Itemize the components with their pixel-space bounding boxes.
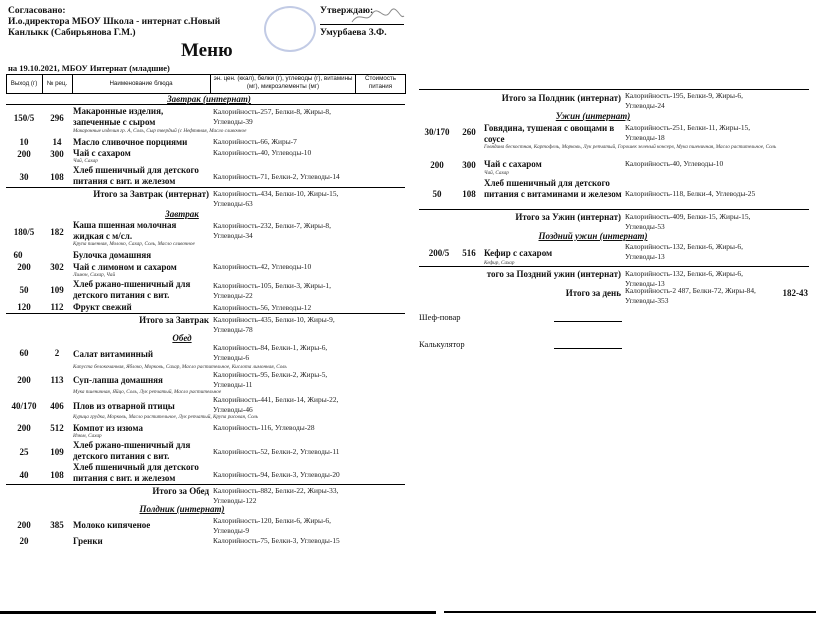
dish-name: Каша пшенная молочная жидкая с м/сл. <box>73 220 177 241</box>
agreed-by: И.о.директора МБОУ Школа - интернат с.Новый <box>8 17 221 27</box>
dish-nutrition: Калорийность-251, Белки-11, Жиры-15, Углеводы-18 <box>625 123 751 142</box>
dish-name: Фрукт свежий <box>73 302 132 312</box>
dish-nutrition: Калорийность-441, Белки-14, Жиры-22, Углеводы-46 <box>213 395 339 414</box>
dish-recipe: 112 <box>50 302 64 312</box>
chef-label: Шеф-повар <box>419 312 461 322</box>
dish-out: 200 <box>17 423 31 433</box>
dish-out: 25 <box>19 447 29 457</box>
dish-out: 180/5 <box>13 227 35 237</box>
dish-ingredients: Говядина бескостная, Картофель, Морковь, Лук репчатый, Горошек зеленый консерв, Мука пшеничная, Масло растительное, Соль <box>484 144 777 150</box>
bottom-rule <box>0 611 436 614</box>
dish-ingredients: Чай, Сахар <box>73 158 98 164</box>
dish-recipe: 108 <box>50 470 64 480</box>
dish-out: 150/5 <box>13 113 35 123</box>
dish-name: Плов из отварной птицы <box>73 401 175 411</box>
dish-ingredients: Чай, Сахар <box>484 170 509 176</box>
dish-out: 30 <box>19 172 29 182</box>
agreed-by-2: Канлыкк (Сабирьянова Г.М.) <box>8 28 136 38</box>
dish-recipe: 182 <box>50 227 64 237</box>
dish-out: 200 <box>17 262 31 272</box>
dish-name: Салат витаминный <box>73 349 154 359</box>
dish-name: Компот из изюма <box>73 423 143 433</box>
dish-nutrition: Калорийность-40, Углеводы-10 <box>625 159 724 168</box>
dish-ingredients: Макаронные изделия гр. А, Соль, Сыр твердый (с Нефтяная, Масло сливочное <box>73 128 247 134</box>
dish-out: 40/170 <box>11 401 37 411</box>
dish-nutrition: Калорийность-71, Белки-2, Углеводы-14 <box>213 172 340 181</box>
dish-nutrition: Калорийность-118, Белки-4, Углеводы-25 <box>625 189 756 198</box>
agreed-label: Согласовано: <box>8 6 66 16</box>
col-cost-header: Стоимость питания <box>365 75 396 90</box>
total-day-label: Итого за день <box>565 288 621 298</box>
dish-recipe: 512 <box>50 423 64 433</box>
dish-nutrition: Калорийность-42, Углеводы-10 <box>213 262 312 271</box>
col-out-header: Выход (г) <box>10 80 38 87</box>
total-pozdniy-label: того за Поздний ужин (интернат) <box>486 269 621 279</box>
dish-recipe: 296 <box>50 113 64 123</box>
stamp-icon <box>264 6 316 52</box>
dish-out: 40 <box>19 470 29 480</box>
dish-out: 200 <box>430 160 444 170</box>
dish-out: 200 <box>17 375 31 385</box>
dish-ingredients: Кефир, Сахар <box>484 260 515 266</box>
dish-nutrition: Калорийность-75, Белки-3, Углеводы-15 <box>213 536 340 545</box>
dish-name: Хлеб пшеничный для детского питания с вит. и железом <box>73 165 199 186</box>
section-zavtrak: Завтрак <box>165 209 199 219</box>
dish-recipe: 385 <box>50 520 64 530</box>
dish-name: Говядина, тушеная с овощами в соусе <box>484 123 615 144</box>
dish-name: Масло сливочное порциями <box>73 137 188 147</box>
dish-recipe: 109 <box>50 285 64 295</box>
dish-nutrition: Калорийность-95, Белки-2, Жиры-5, Углеводы-11 <box>213 370 328 389</box>
dish-name: Хлеб ржано-пшеничный для детского питания с вит. <box>73 440 191 461</box>
dish-out: 20 <box>19 536 29 546</box>
dish-recipe: 2 <box>54 348 60 358</box>
dish-out: 10 <box>19 137 29 147</box>
total-uzhin-nutrition: Калорийность-409, Белки-15, Жиры-15, Углеводы-53 <box>625 212 751 231</box>
total-day-nutrition: Калорийность-2 487, Белки-72, Жиры-84, Углеводы-353 <box>625 286 756 305</box>
dish-nutrition: Калорийность-40, Углеводы-10 <box>213 148 312 157</box>
dish-nutrition: Калорийность-232, Белки-7, Жиры-8, Углеводы-34 <box>213 221 331 240</box>
section-obed: Обед <box>172 333 192 343</box>
page-title: Меню <box>181 40 233 61</box>
dish-nutrition: Калорийность-66, Жиры-7 <box>213 137 297 146</box>
dish-name: Суп-лапша домашняя <box>73 375 163 385</box>
dish-nutrition: Калорийность-84, Белки-1, Жиры-6, Углеводы-6 <box>213 343 328 362</box>
dish-recipe: 300 <box>50 149 64 159</box>
col-recipe-header: № рец. <box>46 80 68 87</box>
section-poldnik: Полдник (интернат) <box>139 504 225 514</box>
dish-ingredients: Капуста белокочанная, Яблоко, Морковь, Сахар, Масло растительное, Кислота лимонная, Соль <box>73 364 287 370</box>
total-zavtrak-nutrition: Калорийность-435, Белки-10, Жиры-9, Углеводы-78 <box>213 315 335 334</box>
dish-ingredients: Курица грудка, Морковь, Масло растительное, Лук репчатый, Крупа рисовая, Соль <box>73 414 259 420</box>
col-nutrition-header: эн. цен. (ккал), белки (г), углеводы (г), витамины (мг), микроэлементы (мг) <box>213 75 353 90</box>
total-poldnik-nutrition: Калорийность-195, Белки-9, Жиры-6, Углеводы-24 <box>625 91 743 110</box>
dish-recipe: 108 <box>462 189 476 199</box>
dish-recipe: 109 <box>50 447 64 457</box>
dish-out: 200/5 <box>428 248 450 258</box>
dish-name: Гренки <box>73 536 103 546</box>
total-obed-label: Итого за Обед <box>152 486 209 496</box>
total-pozdniy-nutrition: Калорийность-132, Белки-6, Жиры-6, Углеводы-13 <box>625 269 743 288</box>
dish-ingredients: Мука пшеничная, Яйцо, Соль, Лук репчатый, Масло растительное <box>73 389 222 395</box>
dish-out: 120 <box>17 302 31 312</box>
dish-recipe: 300 <box>462 160 476 170</box>
total-obed-nutrition: Калорийность-882, Белки-22, Жиры-33, Углеводы-122 <box>213 486 339 505</box>
dish-ingredients: Изюм, Сахар <box>73 433 102 439</box>
dish-name: Чай с сахаром <box>484 159 542 169</box>
dish-nutrition: Калорийность-257, Белки-8, Жиры-8, Углеводы-39 <box>213 107 331 126</box>
dish-name: Хлеб пшеничный для детского питания с вит. и железом <box>73 462 199 483</box>
dish-out: 200 <box>17 520 31 530</box>
calc-label: Калькулятор <box>419 339 465 349</box>
dish-out: 60 <box>19 348 29 358</box>
dish-nutrition: Калорийность-105, Белки-3, Жиры-1, Углеводы-22 <box>213 281 331 300</box>
total-day-cost: 182-43 <box>782 288 808 298</box>
date-line: на 19.10.2021, МБОУ Интернат (младшие) <box>8 63 170 73</box>
dish-name: Булочка домашняя <box>73 250 152 260</box>
dish-name: Чай с лимоном и сахаром <box>73 262 177 272</box>
dish-nutrition: Калорийность-116, Углеводы-28 <box>213 423 315 432</box>
dish-recipe: 516 <box>462 248 476 258</box>
dish-name: Хлеб ржано-пшеничный для детского питания с вит. <box>73 279 191 300</box>
total-poldnik-label: Итого за Полдник (интернат) <box>501 93 621 103</box>
dish-recipe: 260 <box>462 127 476 137</box>
total-zavtrak-internat-nutrition: Калорийность-434, Белки-10, Жиры-15, Углеводы-63 <box>213 189 339 208</box>
total-zavtrak-internat-label: Итого за Завтрак (интернат) <box>93 189 209 199</box>
dish-out: 50 <box>432 189 442 199</box>
dish-recipe: 113 <box>50 375 64 385</box>
dish-ingredients: Лимон, Сахар, Чай <box>73 272 116 278</box>
section-zavtrak-internat: Завтрак (интернат) <box>167 94 251 104</box>
dish-out: 30/170 <box>424 127 450 137</box>
approved-label: Утверждаю: <box>320 6 374 16</box>
dish-nutrition: Калорийность-132, Белки-6, Жиры-6, Углеводы-13 <box>625 242 743 261</box>
dish-out: 50 <box>19 285 29 295</box>
dish-recipe: 302 <box>50 262 64 272</box>
dish-name: Молоко кипяченое <box>73 520 151 530</box>
section-uzhin: Ужин (интернат) <box>555 111 631 121</box>
dish-out: 200 <box>17 149 31 159</box>
dish-nutrition: Калорийность-52, Белки-2, Углеводы-11 <box>213 447 340 456</box>
dish-recipe: 108 <box>50 172 64 182</box>
dish-name: Кефир с сахаром <box>484 248 553 258</box>
dish-out: 60 <box>13 250 23 260</box>
dish-recipe: 14 <box>52 137 62 147</box>
dish-name: Чай с сахаром <box>73 148 131 158</box>
col-name-header: Наименование блюда <box>109 80 173 87</box>
dish-nutrition: Калорийность-94, Белки-3, Углеводы-20 <box>213 470 340 479</box>
dish-recipe: 406 <box>50 401 64 411</box>
dish-name: Хлеб пшеничный для детского питания с витаминами и железом <box>484 178 622 199</box>
section-pozdniy-uzhin: Поздний ужин (интернат) <box>538 231 648 241</box>
bottom-rule-right <box>444 611 816 613</box>
dish-ingredients: Крупа пшенная, Молоко, Сахар, Соль, Масло сливочное <box>73 241 195 247</box>
total-zavtrak-label: Итого за Завтрак <box>139 315 209 325</box>
dish-nutrition: Калорийность-56, Углеводы-12 <box>213 303 312 312</box>
dish-nutrition: Калорийность-120, Белки-6, Жиры-6, Углеводы-9 <box>213 516 331 535</box>
approved-by: Умурбаева З.Ф. <box>320 28 387 38</box>
total-uzhin-label: Итого за Ужин (интернат) <box>515 212 621 222</box>
dish-name: Макаронные изделия, запеченные с сыром <box>73 106 164 127</box>
